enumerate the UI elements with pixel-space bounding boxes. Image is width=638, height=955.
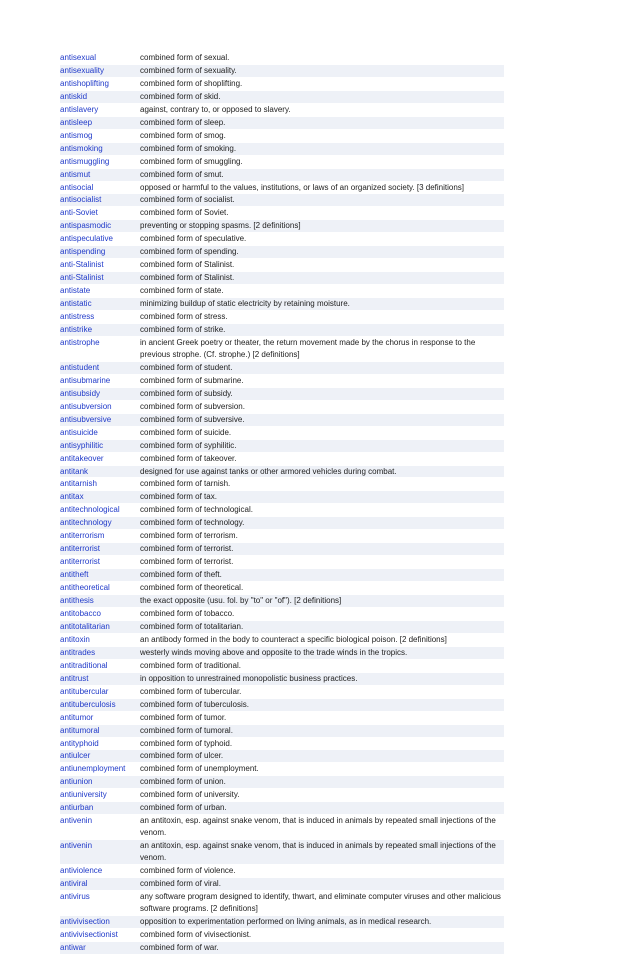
entry-term[interactable]: antistrike — [60, 325, 93, 335]
entry-definition: combined form of union. — [140, 777, 226, 787]
glossary-entry — [60, 569, 504, 582]
entry-definition: combined form of theoretical. — [140, 583, 244, 593]
glossary-entry — [60, 712, 504, 725]
entry-definition: opposed or harmful to the values, institutions, or laws of an organized society. [3 definitions] — [140, 182, 465, 192]
glossary-entry — [60, 414, 504, 427]
glossary-entry — [60, 776, 504, 789]
entry-definition: any software program designed to identify, thwart, and eliminate computer viruses and other malicious software programs. [2 definitions] — [140, 891, 501, 913]
glossary-entry — [60, 324, 504, 337]
glossary-entry — [60, 942, 504, 955]
entry-term[interactable]: antistatic — [60, 299, 92, 309]
entry-definition: combined form of sexual. — [140, 53, 230, 62]
entry-term[interactable]: antitax — [60, 492, 84, 502]
glossary-entry — [60, 233, 504, 246]
entry-definition: combined form of student. — [140, 362, 233, 372]
entry-term[interactable]: antitoxin — [60, 634, 90, 644]
entry-definition: combined form of sexuality. — [140, 65, 237, 75]
entry-term[interactable]: antivivisection — [60, 916, 110, 926]
entry-term[interactable]: antisuicide — [60, 427, 98, 437]
entry-definition: combined form of syphilitic. — [140, 440, 237, 450]
glossary-entry — [60, 466, 504, 479]
entry-term[interactable]: antishoplifting — [60, 78, 109, 88]
entry-term[interactable]: antismuggling — [60, 156, 110, 166]
entry-term[interactable]: antistress — [60, 312, 95, 322]
entry-definition: combined form of totalitarian. — [140, 621, 244, 631]
entry-term[interactable]: antispeculative — [60, 234, 113, 244]
entry-term[interactable]: antispending — [60, 247, 106, 257]
glossary-entry — [60, 802, 504, 815]
glossary-entry — [60, 660, 504, 673]
glossary-entry — [60, 478, 504, 491]
glossary-entry — [60, 865, 504, 878]
entry-term[interactable]: antiterrorist — [60, 557, 101, 567]
entry-term[interactable]: antivenin — [60, 816, 93, 826]
glossary-entry — [60, 246, 504, 259]
entry-definition: combined form of subversive. — [140, 414, 245, 424]
entry-term[interactable]: antisubmarine — [60, 375, 111, 385]
glossary-entry — [60, 530, 504, 543]
glossary-entry — [60, 608, 504, 621]
glossary-entry — [60, 207, 504, 220]
entry-definition: combined form of violence. — [140, 866, 236, 876]
entry-term[interactable]: antivenin — [60, 841, 93, 851]
glossary-entry — [60, 285, 504, 298]
entry-term[interactable]: antivivisectionist — [60, 929, 118, 939]
glossary-entry — [60, 375, 504, 388]
entry-term[interactable]: antisleep — [60, 117, 93, 127]
entry-definition: combined form of terrorist. — [140, 557, 234, 567]
entry-term[interactable]: antitrades — [60, 647, 96, 657]
entry-term[interactable]: antismog — [60, 130, 93, 140]
glossary-entry — [60, 52, 504, 65]
entry-definition: combined form of typhoid. — [140, 738, 233, 748]
entry-definition: opposition to experimentation performed on living animals, as in medical research. — [140, 916, 432, 926]
entry-definition: combined form of smuggling. — [140, 156, 243, 166]
glossary-entry — [60, 595, 504, 608]
glossary-entry — [60, 840, 504, 865]
glossary-entry — [60, 686, 504, 699]
glossary-entry — [60, 556, 504, 569]
entry-term[interactable]: antiviral — [60, 879, 88, 888]
entry-term[interactable]: antityphoid — [60, 738, 99, 748]
entry-definition: combined form of smut. — [140, 169, 224, 179]
glossary-entry — [60, 91, 504, 104]
entry-term[interactable]: antivirus — [60, 891, 90, 901]
glossary-entry — [60, 647, 504, 660]
entry-term[interactable]: antisubversive — [60, 414, 112, 424]
entry-definition: combined form of tumoral. — [140, 725, 233, 735]
entry-definition: combined form of tubercular. — [140, 686, 242, 696]
entry-term[interactable]: antitumoral — [60, 725, 100, 735]
entry-definition: preventing or stopping spasms. [2 definitions] — [140, 221, 301, 231]
glossary-entry — [60, 878, 504, 891]
entry-term[interactable]: antistate — [60, 286, 91, 296]
entry-term[interactable]: antitakeover — [60, 453, 104, 463]
entry-term[interactable]: antisyphilitic — [60, 440, 104, 450]
entry-definition: in opposition to unrestrained monopolistic business practices. — [140, 673, 358, 683]
entry-term[interactable]: antiskid — [60, 91, 88, 101]
entry-definition: combined form of tuberculosis. — [140, 699, 249, 709]
entry-term[interactable]: antithesis — [60, 596, 94, 606]
entry-term[interactable]: antitheft — [60, 570, 89, 580]
glossary-entry — [60, 298, 504, 311]
entry-term[interactable]: antitubercular — [60, 686, 109, 696]
entry-term[interactable]: antismoking — [60, 143, 103, 153]
entry-term[interactable]: anti-Stalinist — [60, 260, 104, 270]
entry-term[interactable]: antiulcer — [60, 751, 91, 761]
glossary-entry — [60, 337, 504, 362]
glossary-entry — [60, 929, 504, 942]
entry-definition: combined form of tarnish. — [140, 479, 231, 489]
glossary-entry — [60, 388, 504, 401]
glossary-entry — [60, 194, 504, 207]
entry-term[interactable]: antitheoretical — [60, 583, 110, 593]
entry-definition: combined form of socialist. — [140, 195, 235, 205]
entry-term[interactable]: anti-Soviet — [60, 208, 98, 218]
entry-term[interactable]: antistrophe — [60, 337, 100, 347]
entry-term[interactable]: antitechnology — [60, 518, 112, 528]
glossary-entry — [60, 621, 504, 634]
entry-definition: combined form of subversion. — [140, 401, 245, 411]
glossary-list — [60, 52, 504, 955]
glossary-entry — [60, 78, 504, 91]
entry-term[interactable]: antitotalitarian — [60, 621, 110, 631]
glossary-entry — [60, 750, 504, 763]
entry-definition: combined form of smog. — [140, 130, 226, 140]
entry-definition: combined form of spending. — [140, 247, 239, 257]
entry-term[interactable]: antiunemployment — [60, 764, 126, 774]
entry-definition: combined form of theft. — [140, 570, 222, 580]
entry-definition: combined form of war. — [140, 942, 219, 952]
entry-definition: combined form of urban. — [140, 803, 227, 813]
glossary-entry — [60, 169, 504, 182]
entry-definition: combined form of unemployment. — [140, 764, 259, 774]
entry-definition: combined form of Stalinist. — [140, 260, 235, 270]
glossary-entry — [60, 673, 504, 686]
entry-term[interactable]: antisubsidy — [60, 388, 101, 398]
glossary-entry — [60, 504, 504, 517]
entry-term[interactable]: antituberculosis — [60, 699, 116, 709]
entry-term[interactable]: antitraditional — [60, 660, 108, 670]
glossary-entry — [60, 272, 504, 285]
glossary-entry — [60, 104, 504, 117]
entry-definition: an antitoxin, esp. against snake venom, that is induced in animals by repeated small injections of the venom. — [140, 841, 496, 863]
entry-definition: combined form of viral. — [140, 879, 221, 888]
entry-definition: an antitoxin, esp. against snake venom, that is induced in animals by repeated small injections of the venom. — [140, 816, 496, 838]
entry-term[interactable]: antislavery — [60, 104, 99, 114]
entry-definition: the exact opposite (usu. fol. by "to" or "of"). [2 definitions] — [140, 596, 342, 606]
entry-term[interactable]: antispasmodic — [60, 221, 112, 231]
entry-definition: combined form of Soviet. — [140, 208, 229, 218]
entry-definition: combined form of state. — [140, 286, 224, 296]
entry-term[interactable]: antiwar — [60, 942, 86, 952]
entry-definition: combined form of technological. — [140, 505, 253, 515]
entry-definition: combined form of skid. — [140, 91, 221, 101]
entry-term[interactable]: antiterrorism — [60, 531, 105, 541]
glossary-entry — [60, 491, 504, 504]
entry-term[interactable]: antiunion — [60, 777, 93, 787]
glossary-entry — [60, 815, 504, 840]
entry-term[interactable]: antitumor — [60, 712, 94, 722]
entry-definition: combined form of technology. — [140, 518, 245, 528]
entry-definition: combined form of strike. — [140, 325, 226, 335]
glossary-entry — [60, 763, 504, 776]
entry-definition: combined form of vivisectionist. — [140, 929, 252, 939]
glossary-entry — [60, 789, 504, 802]
entry-definition: combined form of smoking. — [140, 143, 237, 153]
glossary-entry — [60, 891, 504, 916]
entry-definition: combined form of submarine. — [140, 375, 244, 385]
entry-definition: combined form of tax. — [140, 492, 217, 502]
entry-term[interactable]: antisocialist — [60, 195, 102, 205]
entry-definition: against, contrary to, or opposed to slavery. — [140, 104, 291, 114]
entry-term[interactable]: antiviolence — [60, 866, 103, 876]
glossary-entry — [60, 65, 504, 78]
entry-term[interactable]: antiterrorist — [60, 544, 101, 554]
entry-definition: combined form of ulcer. — [140, 751, 224, 761]
glossary-entry — [60, 156, 504, 169]
entry-term[interactable]: antitechnological — [60, 505, 120, 515]
glossary-entry — [60, 182, 504, 195]
entry-definition: combined form of stress. — [140, 312, 228, 322]
entry-term[interactable]: antitobacco — [60, 608, 101, 618]
glossary-entry — [60, 725, 504, 738]
entry-definition: combined form of sleep. — [140, 117, 226, 127]
entry-definition: combined form of tobacco. — [140, 608, 235, 618]
entry-term[interactable]: antisocial — [60, 182, 94, 192]
glossary-entry — [60, 362, 504, 375]
entry-definition: combined form of subsidy. — [140, 388, 233, 398]
entry-term[interactable]: antitrust — [60, 673, 89, 683]
glossary-entry — [60, 634, 504, 647]
entry-definition: designed for use against tanks or other armored vehicles during combat. — [140, 466, 397, 476]
glossary-entry — [60, 453, 504, 466]
entry-definition: combined form of suicide. — [140, 427, 232, 437]
entry-definition: combined form of terrorist. — [140, 544, 234, 554]
glossary-entry — [60, 517, 504, 530]
glossary-entry — [60, 738, 504, 751]
entry-definition: combined form of tumor. — [140, 712, 227, 722]
entry-definition: combined form of Stalinist. — [140, 273, 235, 283]
entry-term[interactable]: antiuniversity — [60, 790, 107, 800]
entry-term[interactable]: antisubversion — [60, 401, 112, 411]
glossary-entry — [60, 311, 504, 324]
entry-definition: combined form of speculative. — [140, 234, 247, 244]
glossary-entry — [60, 143, 504, 156]
entry-definition: combined form of university. — [140, 790, 240, 800]
entry-definition: combined form of takeover. — [140, 453, 237, 463]
glossary-entry — [60, 582, 504, 595]
glossary-entry — [60, 220, 504, 233]
glossary-entry — [60, 440, 504, 453]
entry-term[interactable]: antiurban — [60, 803, 94, 813]
glossary-entry — [60, 427, 504, 440]
glossary-entry — [60, 916, 504, 929]
entry-term[interactable]: anti-Stalinist — [60, 273, 104, 283]
glossary-entry — [60, 130, 504, 143]
glossary-entry — [60, 259, 504, 272]
entry-definition: combined form of shoplifting. — [140, 78, 243, 88]
entry-definition: minimizing buildup of static electricity by retaining moisture. — [140, 299, 350, 309]
entry-definition: an antibody formed in the body to counteract a specific biological poison. [2 definitions] — [140, 634, 447, 644]
glossary-entry — [60, 543, 504, 556]
glossary-entry — [60, 699, 504, 712]
entry-definition: in ancient Greek poetry or theater, the return movement made by the chorus in response to the previous strophe. (Cf. strophe.) [2 definitions] — [140, 337, 476, 359]
entry-term[interactable]: antismut — [60, 169, 91, 179]
entry-term[interactable]: antisexual — [60, 53, 97, 62]
entry-term[interactable]: antistudent — [60, 362, 100, 372]
entry-term[interactable]: antisexuality — [60, 65, 105, 75]
glossary-entry — [60, 401, 504, 414]
entry-definition: combined form of traditional. — [140, 660, 241, 670]
entry-term[interactable]: antitank — [60, 466, 89, 476]
entry-term[interactable]: antitarnish — [60, 479, 97, 489]
entry-definition: combined form of terrorism. — [140, 531, 238, 541]
entry-definition: westerly winds moving above and opposite to the trade winds in the tropics. — [140, 647, 408, 657]
glossary-entry — [60, 117, 504, 130]
